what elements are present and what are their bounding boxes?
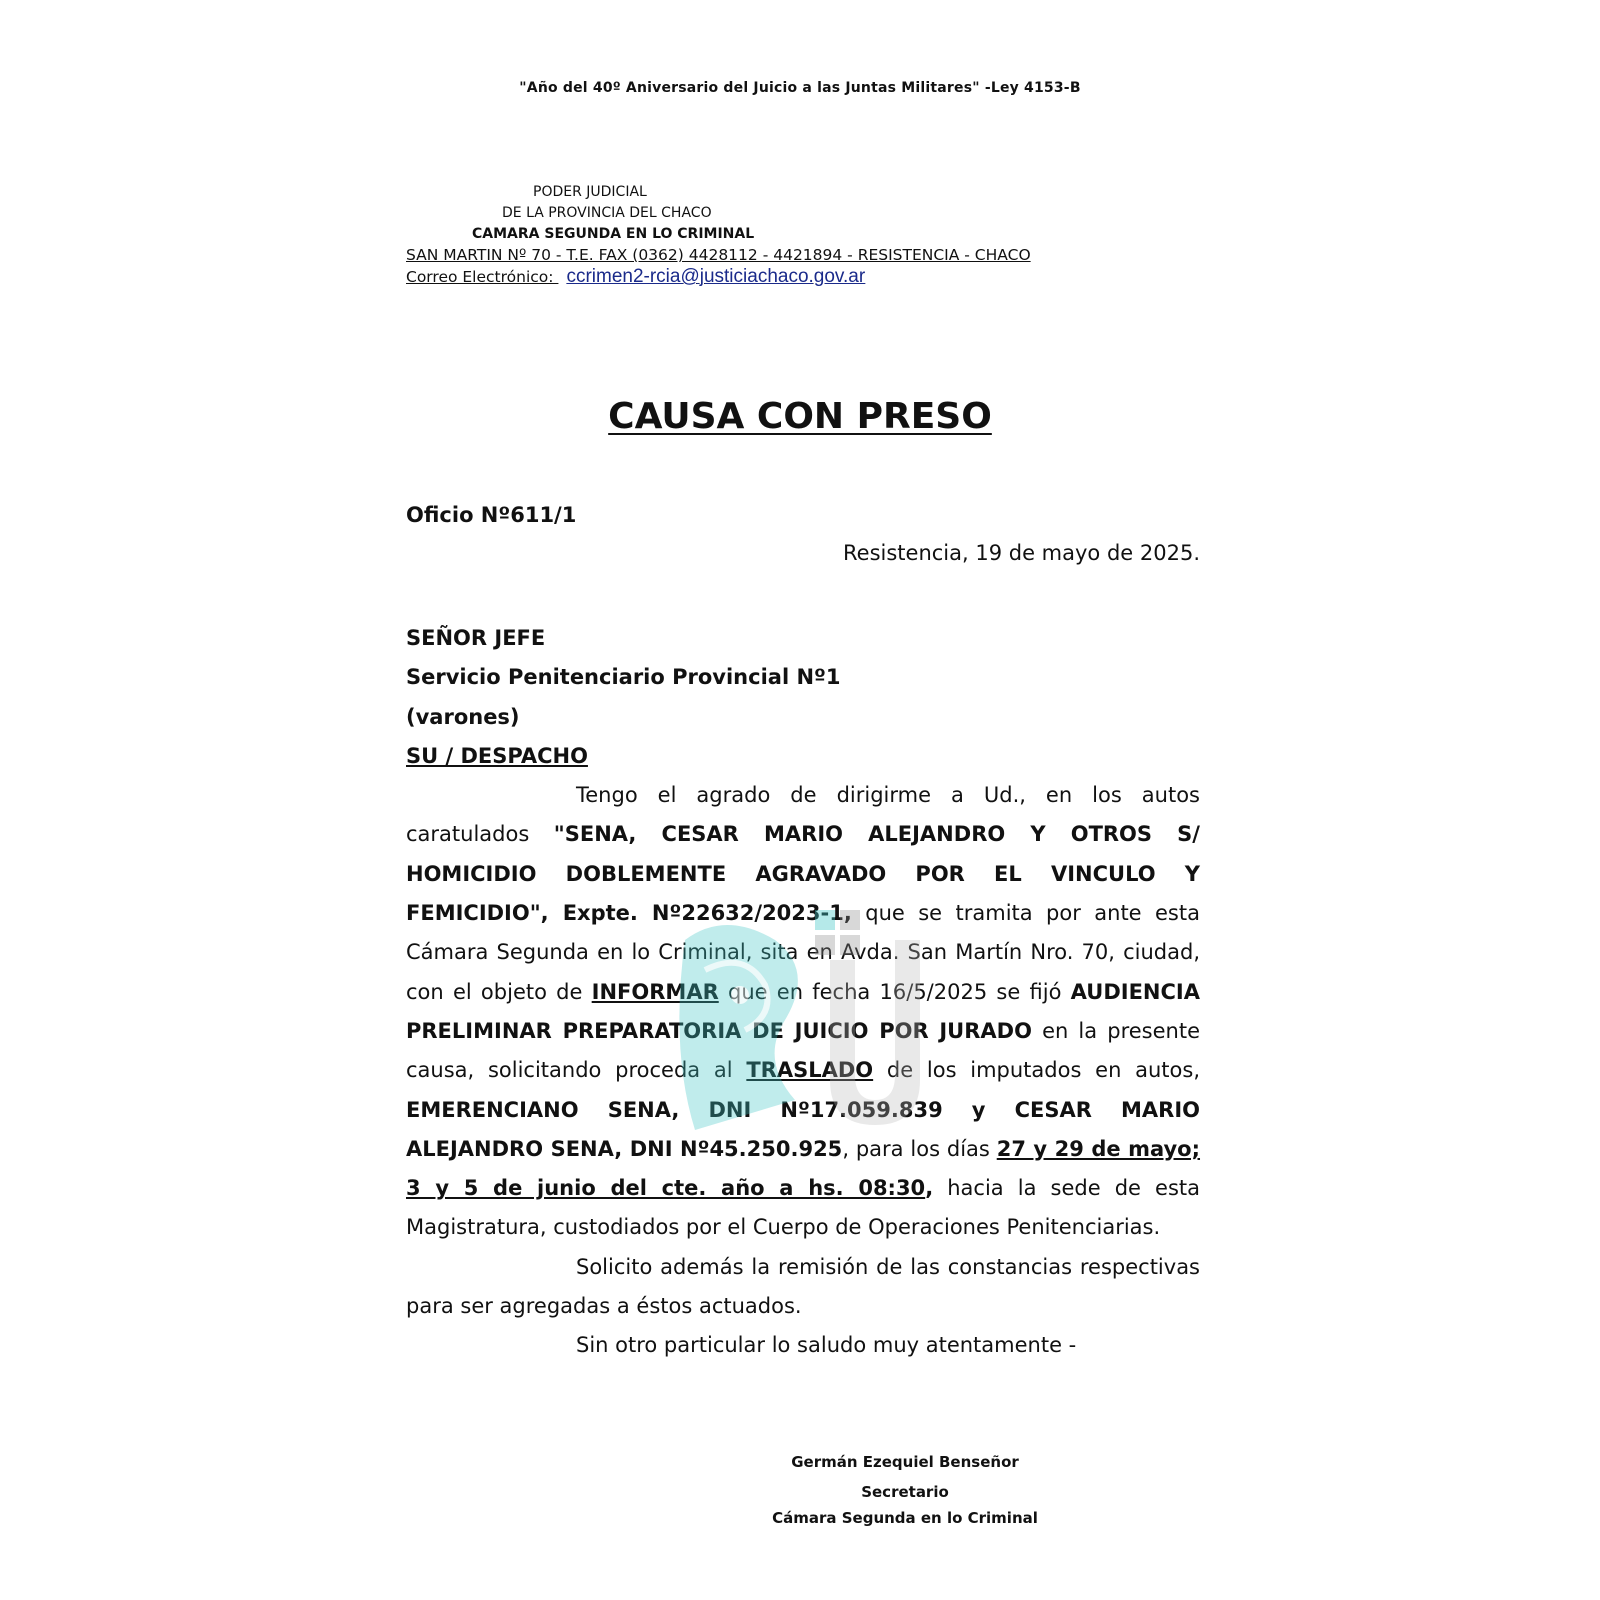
case-title: "SENA, CESAR MARIO ALEJANDRO Y OTROS S/ HOMICIDIO DOBLEMENTE AGRAVADO POR EL VINCULO Y FEMICIDIO", Expte. Nº22632/2023-1, — [406, 822, 1200, 926]
paragraph-3: Sin otro particular lo saludo muy atentamente - — [576, 1333, 1077, 1358]
letterhead — [406, 182, 1106, 288]
audiencia-text: AUDIENCIA PRELIMINAR PREPARATORIA DE JUICIO POR JURADO — [406, 979, 1200, 1043]
letterhead-address: SAN MARTIN Nº 70 - T.E. FAX (0362) 4428112 - 4421894 - RESISTENCIA - CHACO — [406, 246, 1031, 264]
letterhead-line-1: PODER JUDICIAL — [533, 184, 647, 200]
informar-keyword: INFORMAR — [591, 979, 719, 1004]
paragraph-2: Solicito además la remisión de las constancias respectivas para ser agregadas a éstos actuados. — [406, 1254, 1200, 1319]
p1-text-c: que en fecha 16/5/2025 se fijó — [718, 979, 1071, 1004]
signer-office: Cámara Segunda en lo Criminal — [772, 1509, 1038, 1527]
paragraph-1 — [406, 776, 1200, 1248]
document-motto: "Año del 40º Aniversario del Juicio a las Juntas Militares" -Ley 4153-B — [519, 80, 1081, 96]
p1-text-a: Tengo el agrado de dirigirme a Ud., en los autos caratulados — [406, 783, 1200, 847]
p1-text-e: de los imputados en autos, — [873, 1058, 1200, 1083]
addressee-line-2: Servicio Penitenciario Provincial Nº1 — [406, 665, 841, 690]
hearing-dates: 27 y 29 de mayo; 3 y 5 de junio del cte. año a hs. 08:30 — [406, 1136, 1201, 1201]
p1-comma: , — [925, 1176, 934, 1201]
addressee-line-1: SEÑOR JEFE — [406, 626, 546, 650]
addressee-line-4: SU / DESPACHO — [406, 743, 588, 768]
p1-text-b: que se tramita por ante esta Cámara Segunda en lo Criminal, sita en Avda. San Martín Nro. 70, ciudad, con el objeto de — [406, 901, 1200, 1004]
addressee-line-3: (varones) — [406, 704, 520, 729]
p1-text-d: en la presente causa, solicitando proceda al — [406, 1018, 1200, 1083]
traslado-keyword: TRASLADO — [746, 1058, 874, 1083]
p1-text-g: hacia la sede de esta Magistratura, custodiados por el Cuerpo de Operaciones Penitenciarias. — [406, 1176, 1200, 1240]
signer-role: Secretario — [861, 1483, 949, 1501]
imputados-names: EMERENCIANO SENA, DNI Nº17.059.839 y CESAR MARIO ALEJANDRO SENA, DNI Nº45.250.925 — [406, 1097, 1200, 1161]
p1-text-f: , para los días — [842, 1136, 997, 1161]
email-link[interactable]: ccrimen2-rcia@justiciachaco.gov.ar — [566, 266, 866, 287]
signature-block — [740, 1452, 1070, 1528]
document-title: CAUSA CON PRESO — [608, 396, 992, 437]
document-date: Resistencia, 19 de mayo de 2025. — [843, 541, 1200, 565]
email-label: Correo Electrónico: — [406, 268, 554, 286]
signer-name: Germán Ezequiel Benseñor — [791, 1453, 1019, 1471]
letter-body — [406, 619, 1200, 1366]
letterhead-court-name: CAMARA SEGUNDA EN LO CRIMINAL — [472, 226, 755, 242]
letterhead-line-2: DE LA PROVINCIA DEL CHACO — [502, 205, 712, 221]
letterhead-email-row — [406, 266, 1106, 288]
oficio-number: Oficio Nº611/1 — [406, 503, 577, 527]
